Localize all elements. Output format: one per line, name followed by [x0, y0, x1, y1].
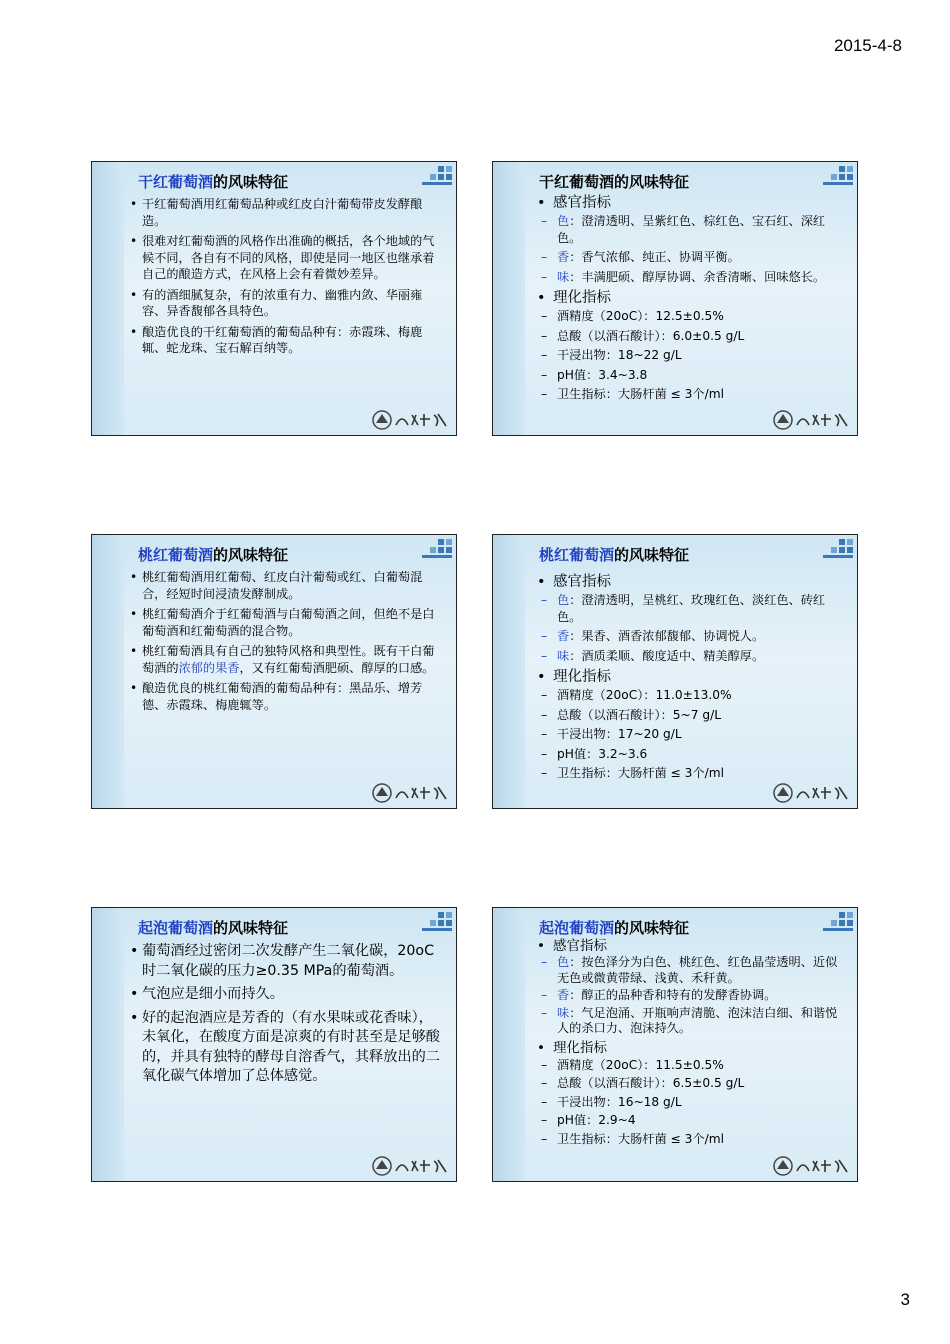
- university-logo-icon: [773, 409, 849, 431]
- bullet-item: • 葡萄酒经过密闭二次发酵产生二氧化碳，20oC时二氧化碳的压力≥0.35 MPa的葡萄酒。: [128, 942, 444, 981]
- sub-item: – 酒精度（20oC）：12.5±0.5%: [541, 309, 724, 323]
- sub-item: – 味：丰满肥硕、醇厚协调、余香清晰、回味悠长。: [541, 269, 826, 284]
- sub-item: – 干浸出物：16~18 g/L: [541, 1094, 682, 1109]
- slide-body: [128, 942, 444, 1091]
- sub-item: – 酒精度（20oC）：11.0±13.0%: [541, 688, 732, 702]
- slide-4: [492, 534, 858, 809]
- sub-item: – 干浸出物：18~22 g/L: [541, 348, 682, 362]
- sub-item: – 香：醇正的品种香和特有的发酵香协调。: [541, 988, 777, 1002]
- sub-item: – 卫生指标：大肠杆菌 ≤ 3个/ml: [541, 766, 724, 780]
- slide-side-bar: [493, 162, 525, 435]
- slide-title: 干红葡萄酒的风味特征: [539, 173, 690, 191]
- sub-item: – 总酸（以酒石酸计）：5~7 g/L: [541, 707, 722, 722]
- slide-title: 桃红葡萄酒的风味特征: [138, 546, 289, 564]
- corner-blocks-icon: [422, 912, 452, 938]
- section-heading: • 感官指标: [529, 572, 845, 592]
- bullet-item: • 有的酒细腻复杂，有的浓重有力、幽雅内敛、华丽雍容、异香馥郁各具特色。: [128, 287, 444, 320]
- sub-item: – 色：按色泽分为白色、桃红色、红色晶莹透明、近似无色或微黄带绿、浅黄、禾秆黄。: [541, 955, 838, 985]
- slide-body: [529, 936, 845, 1149]
- slide-side-bar: [493, 908, 525, 1181]
- slide-6: [492, 907, 858, 1182]
- page-number: 3: [900, 1290, 910, 1309]
- slide-body: [529, 192, 845, 406]
- bullet-item: • 桃红葡萄酒介于红葡萄酒与白葡萄酒之间，但绝不是白葡萄酒和红葡萄酒的混合物。: [128, 606, 444, 639]
- corner-blocks-icon: [823, 539, 853, 565]
- slide-2: [492, 161, 858, 436]
- university-logo-icon: [773, 782, 849, 804]
- sub-item: – pH值：3.4~3.8: [541, 367, 648, 382]
- section-heading: • 理化指标: [529, 667, 845, 687]
- slide-side-bar: [92, 908, 124, 1181]
- bullet-item: • 酿造优良的桃红葡萄酒的葡萄品种有：黑品乐、增芳德、赤霞珠、梅鹿辄等。: [128, 680, 444, 713]
- corner-blocks-icon: [823, 912, 853, 938]
- slide-title: 起泡葡萄酒的风味特征: [539, 919, 690, 937]
- sub-item: – 香：果香、酒香浓郁馥郁、协调悦人。: [541, 629, 765, 643]
- sub-item: – 卫生指标：大肠杆菌 ≤ 3个/ml: [541, 1131, 724, 1146]
- corner-blocks-icon: [422, 166, 452, 192]
- sub-item: – 干浸出物：17~20 g/L: [541, 727, 682, 741]
- university-logo-icon: [773, 1155, 849, 1177]
- section-heading: • 感官指标: [529, 937, 845, 955]
- corner-blocks-icon: [422, 539, 452, 565]
- bullet-item: • 干红葡萄酒用红葡萄品种或红皮白汁葡萄带皮发酵酿造。: [128, 196, 444, 229]
- bullet-item: • 气泡应是细小而持久。: [128, 985, 444, 1005]
- university-logo-icon: [372, 782, 448, 804]
- sub-item: – 色：澄清透明、呈紫红色、棕红色、宝石红、深红色。: [541, 214, 826, 245]
- slide-side-bar: [92, 535, 124, 808]
- sub-item: – 味：酒质柔顺、酸度适中、精美醇厚。: [541, 648, 765, 663]
- slide-1: [91, 161, 457, 436]
- bullet-item: • 很难对红葡萄酒的风格作出准确的概括，各个地域的气候不同，各自有不同的风格，即使是同一地区也继承着自己的酿造方式，在风格上会有着微妙差异。: [128, 233, 444, 283]
- sub-item: – 味：气足泡涌、开瓶响声清脆、泡沫洁白细、和谐悦人的杀口力、泡沫持久。: [541, 1005, 838, 1035]
- university-logo-icon: [372, 409, 448, 431]
- slide-side-bar: [92, 162, 124, 435]
- bullet-item: • 好的起泡酒应是芳香的（有水果味或花香味），未氧化，在酸度方面是凉爽的有时甚至是足够酸的，并具有独特的酵母自溶香气，其释放出的二氧化碳气体增加了总体感觉。: [128, 1009, 444, 1087]
- section-heading: • 感官指标: [529, 193, 845, 213]
- university-logo-icon: [372, 1155, 448, 1177]
- slide-title: 起泡葡萄酒的风味特征: [138, 919, 289, 937]
- sub-item: – pH值：3.2~3.6: [541, 746, 648, 761]
- slide-title: 桃红葡萄酒的风味特征: [539, 546, 690, 564]
- sub-item: – 香：香气浓郁、纯正、协调平衡。: [541, 250, 740, 264]
- slide-body: [128, 196, 444, 361]
- document-date: 2015-4-8: [833, 36, 902, 55]
- bullet-item: • 桃红葡萄酒用红葡萄、红皮白汁葡萄或红、白葡萄混合，经短时间浸渍发酵制成。: [128, 569, 444, 602]
- sub-item: – 总酸（以酒石酸计）：6.5±0.5 g/L: [541, 1076, 745, 1090]
- sub-item: – pH值：2.9~4: [541, 1113, 636, 1127]
- sub-item: – 卫生指标：大肠杆菌 ≤ 3个/ml: [541, 387, 724, 401]
- sub-item: – 总酸（以酒石酸计）：6.0±0.5 g/L: [541, 328, 745, 343]
- slide-side-bar: [493, 535, 525, 808]
- corner-blocks-icon: [823, 166, 853, 192]
- section-heading: • 理化指标: [529, 288, 845, 308]
- slide-5: [91, 907, 457, 1182]
- slide-body: [128, 569, 444, 717]
- slide-title: 干红葡萄酒的风味特征: [138, 173, 289, 191]
- sub-item: – 色：澄清透明，呈桃红、玫瑰红色、淡红色、砖红色。: [541, 593, 826, 624]
- bullet-item: • 酿造优良的干红葡萄酒的葡萄品种有：赤霞珠、梅鹿辄、蛇龙珠、宝石解百纳等。: [128, 324, 444, 357]
- sub-item: – 酒精度（20oC）：11.5±0.5%: [541, 1057, 724, 1072]
- section-heading: • 理化指标: [529, 1039, 845, 1057]
- bullet-item: • 桃红葡萄酒具有自己的独特风格和典型性。既有干白葡萄酒的浓郁的果香，又有红葡萄酒肥硕、醇厚的口感。: [128, 643, 444, 676]
- slide-body: [529, 571, 845, 785]
- slide-3: [91, 534, 457, 809]
